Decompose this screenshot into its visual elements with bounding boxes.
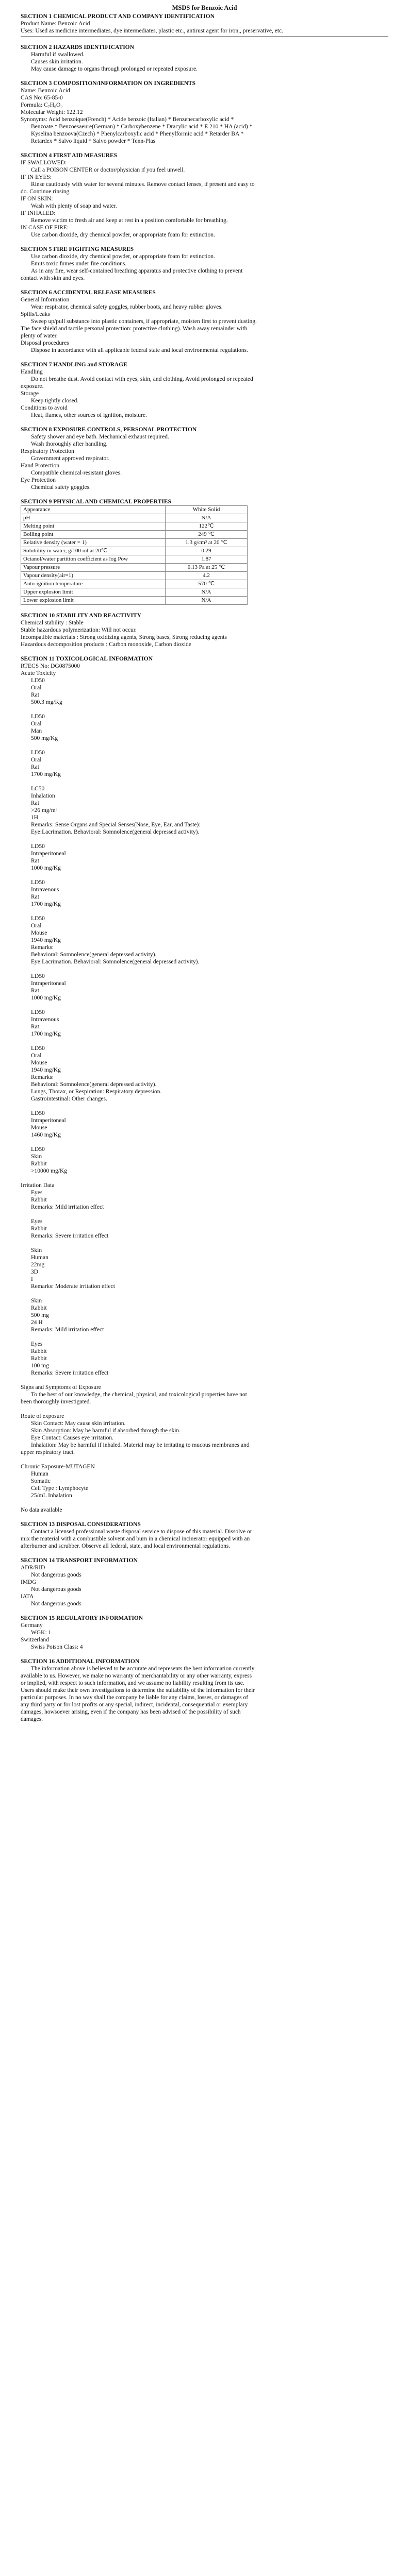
- tox-entry-line: Oral: [31, 685, 42, 691]
- text-line: Disposal procedures: [21, 340, 69, 346]
- route-heading: Route of exposure: [21, 1413, 64, 1419]
- tox-entry-measure: LD50: [31, 843, 45, 850]
- text-line: Formula: C₇H₆O₂: [21, 102, 63, 108]
- text-line: Spills/Leaks: [21, 311, 50, 317]
- table-row: [21, 597, 248, 605]
- section-14: [21, 1557, 388, 1607]
- tox-entry-line: 3D: [31, 1269, 39, 1275]
- section-15: [21, 1615, 388, 1651]
- tox-entry-line: Eye:Lacrimation. Behavioral: Somnolence(general depressed activity).: [31, 829, 200, 835]
- text-line: Contact a licensed professional waste disposal service to dispose of this material. Dissolve or: [31, 1529, 252, 1535]
- section-heading: SECTION 4 FIRST AID MEASURES: [21, 152, 118, 159]
- text-line: Swiss Poison Class: 4: [31, 1644, 83, 1650]
- section-5: [21, 246, 388, 282]
- section-10: [21, 612, 388, 648]
- tox-entry: [21, 879, 388, 908]
- text-line: Causes skin irritation.: [31, 59, 83, 65]
- rtecs-number: RTECS No: DG0875000: [21, 663, 80, 669]
- text-line: Germany: [21, 1622, 43, 1629]
- text-line: Not dangerous goods: [31, 1572, 81, 1578]
- property-name: Vapour pressure: [21, 564, 166, 572]
- acute-toxicity-label: Acute Toxicity: [21, 670, 56, 676]
- tox-entry: [21, 1297, 388, 1333]
- text-line: Handling: [21, 369, 43, 375]
- tox-entry: [21, 1146, 388, 1175]
- text-line: upper respiratory tract.: [21, 1449, 75, 1455]
- text-line: plenty of water.: [21, 333, 58, 339]
- section-heading: SECTION 3 COMPOSITION/INFORMATION ON INGREDIENTS: [21, 80, 196, 87]
- property-value: N/A: [166, 588, 248, 597]
- text-line: Synonyms: Acid benzoique(French) * Acide benzoic (Italian) * Benzenecarboxylic acid *: [21, 116, 234, 123]
- text-line: Compatible chemical-resistant gloves.: [31, 470, 122, 476]
- text-line: do. Continue rinsing.: [21, 189, 71, 195]
- text-line: Respiratory Protection: [21, 448, 74, 454]
- text-line: particular purposes. In no way shall the company be liable for any claims, losses, or damages of: [21, 1694, 249, 1701]
- tox-entry-measure: LD50: [31, 750, 45, 756]
- text-line: Skin Absorption: May be harmful if absorbed through the skin.: [31, 1428, 181, 1434]
- table-row: [21, 514, 248, 522]
- text-line: Safety shower and eye bath. Mechanical exhaust required.: [31, 434, 169, 440]
- text-line: Users should make their own investigations to determine the suitability of the information for their: [21, 1687, 255, 1693]
- text-line: Inhalation: May be harmful if inhaled. Material may be irritating to mucous membranes and: [31, 1442, 250, 1448]
- text-line: IF INHALED:: [21, 210, 56, 216]
- property-name: Vapour density(air=1): [21, 572, 166, 580]
- text-line: contact with skin and eyes.: [21, 275, 85, 281]
- text-line: The face shield and tactile personal protection: protective clothing). Wash away remainder with: [21, 326, 248, 332]
- tox-entry-line: Behavioral: Somnolence(general depressed activity).: [31, 1081, 157, 1088]
- text-line: Name: Benzoic Acid: [21, 88, 70, 94]
- property-name: pH: [21, 514, 166, 522]
- text-line: Use carbon dioxide, dry chemical powder, or appropriate foam for extinction.: [31, 232, 215, 238]
- tox-entry-line: 1700 mg/Kg: [31, 901, 61, 907]
- text-line: or implied, with respect to such information, and we assume no liability resulting from its use.: [21, 1680, 244, 1686]
- text-line: To the best of our knowledge, the chemical, physical, and toxicological properties have not: [31, 1392, 247, 1398]
- properties-table: [21, 505, 248, 605]
- tox-entry-line: Rabbit: [31, 1348, 47, 1354]
- text-line: Benzoate * Benzoesaeure(German) * Carboxybenzene * Dracylic acid * E 210 * HA (acid) *: [31, 124, 253, 130]
- tox-entry-measure: Eyes: [31, 1341, 43, 1347]
- tox-entry-line: Rat: [31, 988, 39, 994]
- property-value: 570 ℃: [166, 580, 248, 588]
- irritation-heading: Irritation Data: [21, 1182, 55, 1189]
- text-line: ADR/RID: [21, 1565, 45, 1571]
- table-row: [21, 522, 248, 531]
- section-8: [21, 426, 388, 491]
- tox-entry: [21, 915, 388, 965]
- tox-entry-line: Remarks:: [31, 944, 54, 951]
- tox-entry: [21, 1110, 388, 1139]
- tox-entry-line: Intraperitoneal: [31, 851, 66, 857]
- text-line: Rinse cautiously with water for several minutes. Remove contact lenses, if present and easy to: [31, 181, 255, 188]
- tox-entry-measure: LC50: [31, 786, 45, 792]
- text-line: damages.: [21, 1716, 43, 1722]
- tox-entry-line: Rabbit: [31, 1197, 47, 1203]
- tox-entry: [21, 1189, 388, 1211]
- tox-entry-line: Remarks: Mild irritation effect: [31, 1204, 104, 1210]
- tox-entry-line: Oral: [31, 721, 42, 727]
- text-line: Heat, flames, other sources of ignition, moisture.: [31, 412, 147, 418]
- property-value: 1.87: [166, 555, 248, 564]
- text-line: As in any fire, wear self-contained breathing apparatus and protective clothing to prevent: [31, 268, 243, 274]
- tox-entry-line: Rat: [31, 858, 39, 864]
- tox-entry-line: Eye:Lacrimation. Behavioral: Somnolence(general depressed activity).: [31, 959, 200, 965]
- text-line: available to us. However, we make no warranty of merchantability or any other warranty, express: [21, 1673, 252, 1679]
- tox-entry-line: 22mg: [31, 1262, 45, 1268]
- text-line: Storage: [21, 391, 39, 397]
- text-line: any third party or for lost profits or any special, indirect, incidental, consequential or exemplary: [21, 1702, 248, 1708]
- tox-entry-measure: LD50: [31, 1009, 45, 1015]
- tox-entry-line: Mouse: [31, 930, 47, 936]
- text-line: Human: [31, 1471, 48, 1477]
- section-heading: SECTION 1 CHEMICAL PRODUCT AND COMPANY IDENTIFICATION: [21, 13, 215, 20]
- tox-entry-line: 1H: [31, 815, 39, 821]
- section-6: [21, 289, 388, 354]
- no-data-note: No data available: [21, 1507, 62, 1513]
- text-line: Skin Contact: May cause skin irritation.: [31, 1420, 126, 1427]
- property-name: Solubility in water, g/100 ml at 20℃: [21, 547, 166, 555]
- tox-entry: [21, 785, 388, 836]
- property-name: Boiling point: [21, 531, 166, 539]
- tox-entry-line: Oral: [31, 757, 42, 763]
- section-heading: SECTION 15 REGULATORY INFORMATION: [21, 1615, 143, 1621]
- property-value: 249 ℃: [166, 531, 248, 539]
- tox-entry: [21, 677, 388, 706]
- tox-entry-line: I: [31, 1276, 33, 1282]
- text-line: May cause damage to organs through prolonged or repeated exposure.: [31, 66, 198, 72]
- table-row: [21, 506, 248, 514]
- text-line: 25/mL Inhalation: [31, 1493, 72, 1499]
- tox-entry-measure: LD50: [31, 879, 45, 886]
- property-value: 0.29: [166, 547, 248, 555]
- text-line: The information above is believed to be accurate and represents the best information currently: [31, 1666, 255, 1672]
- tox-entry-line: Man: [31, 728, 42, 734]
- tox-entry-line: 1940 mg/Kg: [31, 1067, 61, 1073]
- text-line: Wear respirator, chemical safety goggles, rubber boots, and heavy rubber gloves.: [31, 304, 223, 310]
- tox-entry-line: 1000 mg/Kg: [31, 995, 61, 1001]
- tox-entry-line: 500.3 mg/Kg: [31, 699, 62, 705]
- table-row: [21, 555, 248, 564]
- tox-entry-line: 1700 mg/Kg: [31, 771, 61, 777]
- section-11: [21, 655, 388, 1514]
- tox-entry-line: 100 mg: [31, 1363, 49, 1369]
- tox-entry-line: Rat: [31, 692, 39, 698]
- tox-entry: [21, 1341, 388, 1377]
- tox-entry-measure: LD50: [31, 1146, 45, 1153]
- text-line: Conditions to avoid: [21, 405, 68, 411]
- tox-entry-measure: Skin: [31, 1298, 42, 1304]
- text-line: Chemical safety goggles.: [31, 484, 91, 490]
- tox-entry-line: Inhalation: [31, 793, 55, 799]
- text-line: Sweep up/pull substance into plastic containers, if appropriate, moisten first to prevent dusting.: [31, 318, 257, 325]
- text-line: Dispose in accordance with all applicable federal state and local environmental regulations.: [31, 347, 248, 353]
- irritation-entries: [21, 1189, 388, 1384]
- tox-entry-line: 500 mg/Kg: [31, 735, 58, 741]
- table-row: [21, 572, 248, 580]
- tox-entry-line: 1700 mg/Kg: [31, 1031, 61, 1037]
- property-name: Appearance: [21, 506, 166, 514]
- tox-entry-measure: LD50: [31, 1045, 45, 1052]
- tox-entry-measure: Eyes: [31, 1218, 43, 1225]
- tox-entry-line: Remarks: Severe irritation effect: [31, 1370, 109, 1376]
- section-3: [21, 80, 388, 145]
- section-heading: SECTION 6 ACCIDENTAL RELEASE MEASURES: [21, 290, 156, 296]
- text-line: Cell Type : Lymphocyte: [31, 1485, 89, 1492]
- tox-entry: [21, 1045, 388, 1103]
- text-line: mix the material with a combustible solvent and burn in a chemical incinerator equipped with an: [21, 1536, 250, 1542]
- section-heading: SECTION 5 FIRE FIGHTING MEASURES: [21, 246, 134, 252]
- text-line: Chemical stability : Stable: [21, 620, 84, 626]
- tox-entry: [21, 1009, 388, 1038]
- section-heading: SECTION 14 TRANSPORT INFORMATION: [21, 1557, 138, 1564]
- text-line: Eye Protection: [21, 477, 56, 483]
- tox-entry-line: Mouse: [31, 1125, 47, 1131]
- text-line: WGK: 1: [31, 1630, 52, 1636]
- section-9: [21, 498, 388, 605]
- tox-entry-line: >26 mg/m³: [31, 807, 58, 814]
- section-1: [21, 13, 388, 35]
- tox-entry-line: Oral: [31, 923, 42, 929]
- text-line: Harmful if swallowed.: [31, 52, 85, 58]
- text-line: Remove victim to fresh air and keep at rest in a position comfortable for breathing.: [31, 217, 228, 224]
- tox-entry-line: Remarks: Severe irritation effect: [31, 1233, 109, 1239]
- tox-entry-line: Human: [31, 1255, 48, 1261]
- property-name: Octanol/water partition coefficient as log Pow: [21, 555, 166, 564]
- text-line: exposure.: [21, 383, 44, 389]
- tox-entry-measure: Skin: [31, 1247, 42, 1253]
- section-13: [21, 1521, 388, 1550]
- text-line: Wash with plenty of soap and water.: [31, 203, 117, 209]
- text-line: IMDG: [21, 1579, 37, 1585]
- section-heading: SECTION 10 STABILITY AND REACTIVITY: [21, 613, 141, 619]
- tox-entry-measure: LD50: [31, 973, 45, 979]
- property-name: Relative density (water = 1): [21, 539, 166, 547]
- text-line: Wash thoroughly after handling.: [31, 441, 108, 447]
- section-16: [21, 1658, 388, 1723]
- tox-entry-line: Skin: [31, 1154, 42, 1160]
- table-row: [21, 564, 248, 572]
- text-line: Incompatible materials : Strong oxidizing agents, Strong bases, Strong reducing agents: [21, 634, 227, 640]
- tox-entry-line: 1000 mg/Kg: [31, 865, 61, 871]
- tox-entry-line: Rat: [31, 894, 39, 900]
- table-row: [21, 588, 248, 597]
- section-7: [21, 361, 388, 419]
- section-4: [21, 152, 388, 239]
- text-line: Uses: Used as medicine intermediates, dye intermediates, plastic etc., antirust agent for iron,, preservative, etc.: [21, 28, 284, 34]
- text-line: IF IN EYES:: [21, 174, 52, 180]
- tox-entry-line: 1460 mg/Kg: [31, 1132, 61, 1138]
- document-title: MSDS for Benzoic Acid: [172, 4, 237, 11]
- property-name: Upper explosion limit: [21, 588, 166, 597]
- text-line: Kyselina benzoova(Czech) * Phenylcarboxylic acid * Phenylformic acid * Retarder BA *: [31, 131, 244, 137]
- section-heading: SECTION 13 DISPOSAL CONSIDERATIONS: [21, 1521, 141, 1528]
- tox-entry-line: Remarks: Sense Organs and Special Senses(Nose, Eye, Ear, and Taste):: [31, 822, 201, 828]
- section-2: [21, 44, 388, 73]
- tox-entry: [21, 973, 388, 1002]
- text-line: Use carbon dioxide, dry chemical powder, or appropriate foam for extinction.: [31, 253, 215, 260]
- tox-entry-line: Rat: [31, 800, 39, 806]
- tox-entry-line: Intravenous: [31, 1016, 59, 1023]
- tox-entry-line: Mouse: [31, 1060, 47, 1066]
- tox-entry-line: Lungs, Thorax, or Respiration: Respiratory depression.: [31, 1089, 162, 1095]
- tox-entry-line: Remarks: Mild irritation effect: [31, 1327, 104, 1333]
- property-value: N/A: [166, 514, 248, 522]
- tox-entry-line: Remarks:: [31, 1074, 54, 1080]
- text-line: IF ON SKIN:: [21, 196, 53, 202]
- property-value: 122℃: [166, 522, 248, 531]
- tox-entry-line: Rabbit: [31, 1226, 47, 1232]
- tox-entry-line: Remarks: Moderate irritation effect: [31, 1283, 115, 1290]
- text-line: Emits toxic fumes under fire conditions.: [31, 261, 127, 267]
- signs-heading: Signs and Symptoms of Exposure: [21, 1384, 101, 1391]
- tox-entry-line: Behavioral: Somnolence(general depressed activity).: [31, 952, 157, 958]
- property-value: 4.2: [166, 572, 248, 580]
- text-line: Government approved respirator.: [31, 455, 110, 462]
- tox-entry-measure: LD50: [31, 714, 45, 720]
- section-heading: SECTION 2 HAZARDS IDENTIFICATION: [21, 44, 134, 50]
- tox-entry: [21, 1218, 388, 1240]
- section-heading: SECTION 16 ADDITIONAL INFORMATION: [21, 1658, 140, 1665]
- text-line: Somatic: [31, 1478, 51, 1484]
- tox-entry: [21, 749, 388, 778]
- text-line: Not dangerous goods: [31, 1601, 81, 1607]
- tox-entry: [21, 713, 388, 742]
- tox-entry-line: Gastrointestinal: Other changes.: [31, 1096, 107, 1102]
- tox-entry: [21, 1247, 388, 1290]
- section-heading: SECTION 7 HANDLING and STORAGE: [21, 362, 127, 368]
- text-line: Call a POISON CENTER or doctor/physician if you feel unwell.: [31, 167, 185, 173]
- property-value: White Solid: [166, 506, 248, 514]
- tox-entry-line: Intravenous: [31, 887, 59, 893]
- section-heading: SECTION 8 EXPOSURE CONTROLS, PERSONAL PROTECTION: [21, 427, 197, 433]
- tox-entry-line: Rat: [31, 764, 39, 770]
- text-line: Stable hazardous polymerization: Will not occur.: [21, 627, 137, 633]
- text-line: afterburner and scrubber. Observe all federal, state, and local environmental regulations.: [21, 1543, 231, 1549]
- property-name: Melting point: [21, 522, 166, 531]
- tox-entry-line: Intraperitoneal: [31, 980, 66, 987]
- tox-entry-line: Rat: [31, 1024, 39, 1030]
- tox-entry-line: Rabbit: [31, 1161, 47, 1167]
- property-name: Lower explosion limit: [21, 597, 166, 605]
- text-line: Keep tightly closed.: [31, 398, 79, 404]
- chronic-heading: Chronic Exposure-MUTAGEN: [21, 1464, 95, 1470]
- section-heading: SECTION 9 PHYSICAL AND CHEMICAL PROPERTIES: [21, 499, 171, 505]
- text-line: Retardex * Salvo liquid * Salvo powder * Tenn-Plas: [31, 138, 156, 144]
- text-line: Not dangerous goods: [31, 1586, 81, 1592]
- tox-entry-measure: LD50: [31, 677, 45, 684]
- tox-entry-line: Rabbit: [31, 1355, 47, 1362]
- text-line: Do not breathe dust. Avoid contact with eyes, skin, and clothing. Avoid prolonged or repeated: [31, 376, 253, 382]
- text-line: CAS No: 65-85-0: [21, 95, 63, 101]
- table-row: [21, 580, 248, 588]
- text-line: Switzerland: [21, 1637, 49, 1643]
- tox-entry-measure: LD50: [31, 916, 45, 922]
- toxicity-entries: [21, 677, 388, 1182]
- tox-entry-measure: LD50: [31, 1110, 45, 1116]
- tox-entry-line: >10000 mg/Kg: [31, 1168, 68, 1174]
- property-value: 1.3 g/cm³ at 20 ℃: [166, 539, 248, 547]
- tox-entry-line: 24 H: [31, 1319, 43, 1326]
- text-line: IF SWALLOWED:: [21, 160, 67, 166]
- tox-entry-line: Oral: [31, 1053, 42, 1059]
- tox-entry-line: Intraperitoneal: [31, 1117, 66, 1124]
- property-name: Auto-ignition temperature: [21, 580, 166, 588]
- text-line: Hand Protection: [21, 463, 60, 469]
- text-line: General Information: [21, 297, 70, 303]
- table-row: [21, 531, 248, 539]
- property-value: 0.13 Pa at 25 ℃: [166, 564, 248, 572]
- text-line: Molecular Weight: 122.12: [21, 109, 83, 115]
- table-row: [21, 539, 248, 547]
- tox-entry-line: 1940 mg/Kg: [31, 937, 61, 943]
- text-line: IATA: [21, 1594, 34, 1600]
- section-heading: SECTION 11 TOXICOLOGICAL INFORMATION: [21, 656, 153, 662]
- text-line: been thoroughly investigated.: [21, 1399, 91, 1405]
- tox-entry: [21, 843, 388, 872]
- text-line: Hazardous decomposition products : Carbon monoxide, Carbon dioxide: [21, 641, 191, 648]
- text-line: damages, howsoever arising, even if the company has been advised of the possibility of such: [21, 1709, 241, 1715]
- tox-entry-line: Rabbit: [31, 1305, 47, 1311]
- text-line: IN CASE OF FIRE:: [21, 225, 69, 231]
- tox-entry-line: 500 mg: [31, 1312, 49, 1318]
- property-value: N/A: [166, 597, 248, 605]
- table-row: [21, 547, 248, 555]
- text-line: Product Name: Benzoic Acid: [21, 21, 90, 27]
- tox-entry-measure: Eyes: [31, 1190, 43, 1196]
- text-line: Eye Contact: Causes eye irritation.: [31, 1435, 113, 1441]
